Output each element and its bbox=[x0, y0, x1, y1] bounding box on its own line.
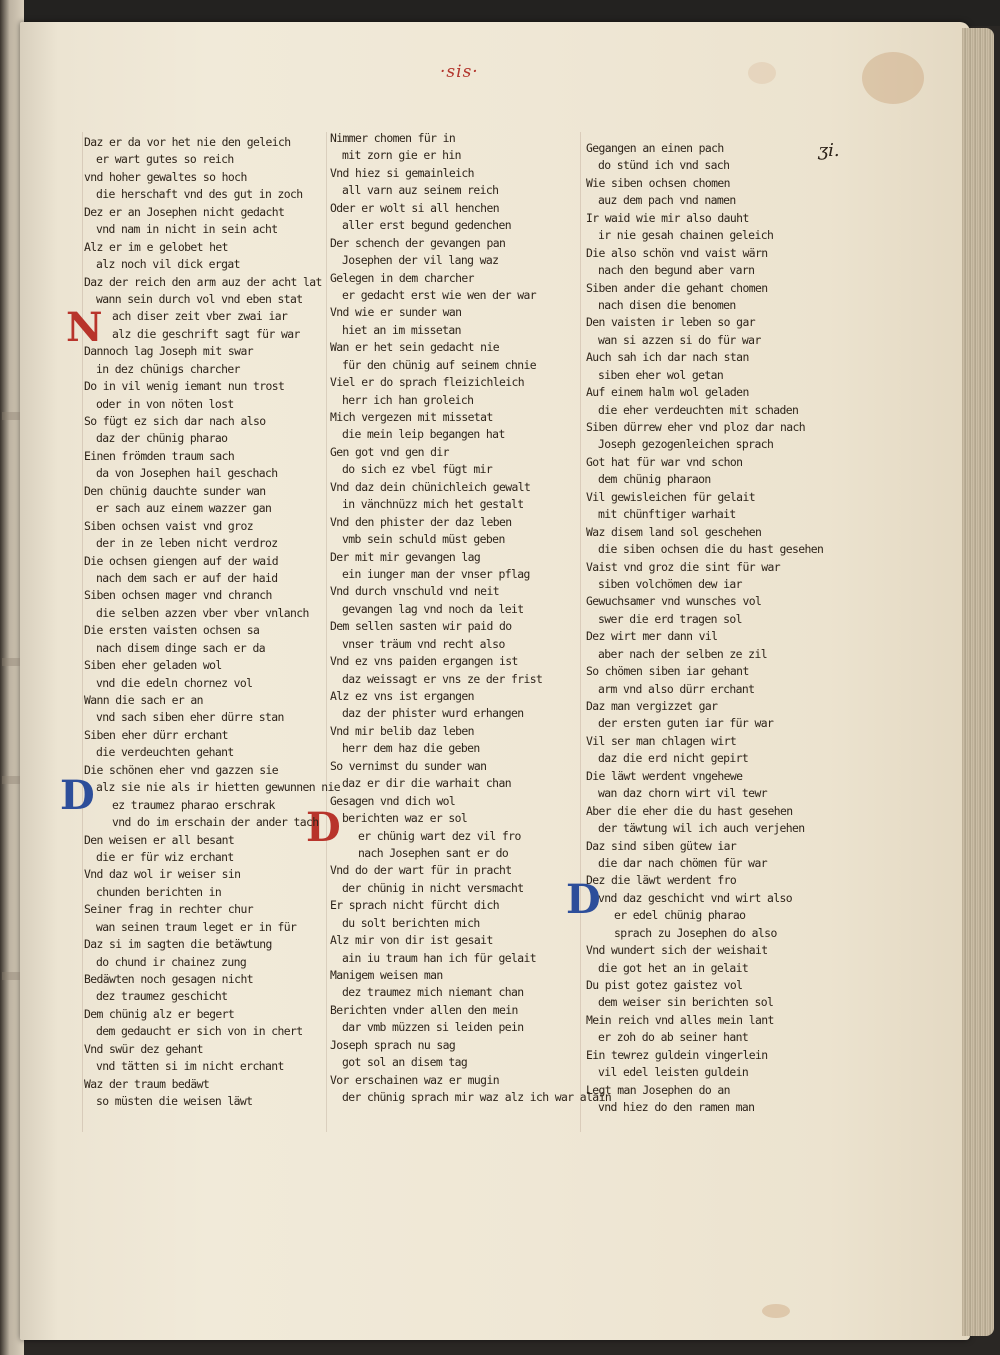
text-line: mit chünftiger warhait bbox=[598, 507, 736, 522]
text-line: der täwtung wil ich auch verjehen bbox=[598, 821, 805, 836]
text-line: Den chünig dauchte sunder wan bbox=[84, 483, 266, 498]
text-line: Siben ochsen mager vnd chranch bbox=[84, 588, 272, 603]
text-line: oder in von nöten lost bbox=[96, 396, 234, 411]
text-line: daz weissagt er vns ze der frist bbox=[342, 671, 543, 686]
text-line: Vnd ez vns paiden ergangen ist bbox=[330, 654, 518, 669]
text-line: Siben eher dürr erchant bbox=[84, 727, 228, 742]
text-line: Vnd do der wart für in pracht bbox=[330, 863, 512, 878]
text-line: aber nach der selben ze zil bbox=[598, 646, 767, 661]
text-line: Ir waid wie mir also dauht bbox=[586, 210, 749, 225]
text-line: nach disem dinge sach er da bbox=[96, 640, 265, 655]
text-line: chunden berichten in bbox=[96, 884, 222, 899]
initial-d-blue: D bbox=[60, 772, 95, 819]
text-line: Seiner frag in rechter chur bbox=[84, 902, 253, 917]
text-line: got sol an disem tag bbox=[342, 1055, 468, 1070]
text-line: Ein tewrez guldein vingerlein bbox=[586, 1047, 768, 1062]
text-line: die mein leip begangen hat bbox=[342, 427, 505, 442]
text-line: Auch sah ich dar nach stan bbox=[586, 350, 749, 365]
text-line: die siben ochsen die du hast gesehen bbox=[598, 542, 824, 557]
text-line: Josephen der vil lang waz bbox=[342, 253, 499, 268]
text-line: Daz der reich den arm auz der acht lat bbox=[84, 274, 322, 289]
text-line: in vänchnüzz mich het gestalt bbox=[342, 497, 524, 512]
text-line: Vnd durch vnschuld vnd neit bbox=[330, 584, 499, 599]
text-line: Dannoch lag Joseph mit swar bbox=[84, 344, 253, 359]
text-line: er wart gutes so reich bbox=[96, 152, 234, 167]
text-line: Wann die sach er an bbox=[84, 693, 203, 707]
text-line: nach Josephen sant er do bbox=[358, 845, 509, 860]
marginal-mark bbox=[2, 972, 20, 980]
text-line: vnd daz geschicht vnd wirt also bbox=[598, 890, 792, 905]
text-line: wan si azzen si do für war bbox=[598, 332, 761, 347]
text-line: Vor erschainen waz er mugin bbox=[330, 1072, 499, 1087]
text-line: dem gedaucht er sich von in chert bbox=[96, 1024, 303, 1039]
text-line: der chünig sprach mir waz alz ich war alain bbox=[342, 1090, 612, 1105]
text-line: arm vnd also dürr erchant bbox=[598, 681, 755, 696]
stain bbox=[862, 52, 924, 104]
text-line: nach den begund aber varn bbox=[598, 263, 755, 278]
initial-n: N bbox=[66, 304, 103, 351]
text-line: do stünd ich vnd sach bbox=[598, 158, 730, 173]
text-line: für den chünig auf seinem chnie bbox=[342, 357, 536, 372]
text-line: Die schönen eher vnd gazzen sie bbox=[84, 762, 278, 777]
text-line: Den weisen er all besant bbox=[84, 832, 235, 847]
text-line: gevangen lag vnd noch da leit bbox=[342, 601, 524, 616]
text-line: da von Josephen hail geschach bbox=[96, 466, 278, 481]
text-line: Gegangen an einen pach bbox=[586, 141, 724, 155]
text-line: Daz si im sagten die betäwtung bbox=[84, 937, 272, 952]
text-line: herr ich han groleich bbox=[342, 392, 474, 407]
text-line: ach diser zeit vber zwai iar bbox=[112, 309, 288, 324]
text-line: Waz der traum bedäwt bbox=[84, 1076, 210, 1091]
text-line: Siben eher geladen wol bbox=[84, 658, 222, 673]
text-line: Gen got vnd gen dir bbox=[330, 444, 449, 459]
text-line: Siben ochsen vaist vnd groz bbox=[84, 518, 253, 533]
text-line: Vaist vnd groz die sint für war bbox=[586, 559, 780, 574]
text-line: in dez chünigs charcher bbox=[96, 361, 240, 376]
text-line: So chömen siben iar gehant bbox=[586, 664, 749, 679]
text-line: Berichten vnder allen den mein bbox=[330, 1002, 518, 1017]
text-line: siben eher wol getan bbox=[598, 367, 724, 382]
text-line: do sich ez vbel fügt mir bbox=[342, 462, 493, 477]
text-line: Vnd swür dez gehant bbox=[84, 1041, 203, 1056]
text-line: vil edel leisten guldein bbox=[598, 1065, 749, 1080]
text-line: Auf einem halm wol geladen bbox=[586, 385, 749, 400]
text-line: dez traumez mich niemant chan bbox=[342, 985, 524, 1000]
text-line: ain iu traum han ich für gelait bbox=[342, 950, 536, 965]
text-line: swer die erd tragen sol bbox=[598, 611, 742, 626]
text-line: die got het an in gelait bbox=[598, 960, 749, 975]
text-line: Alz er im e gelobet het bbox=[84, 239, 228, 254]
text-line: daz der phister wurd erhangen bbox=[342, 706, 524, 721]
text-line: vnd hiez do den ramen man bbox=[598, 1100, 755, 1115]
text-line: Der schench der gevangen pan bbox=[330, 235, 506, 250]
page-edges bbox=[962, 28, 994, 1336]
text-line: Mein reich vnd alles mein lant bbox=[586, 1012, 774, 1027]
text-line: Bedäwten noch gesagen nicht bbox=[84, 972, 253, 986]
text-line: Daz man vergizzet gar bbox=[586, 699, 718, 713]
text-line: Vil gewisleichen für gelait bbox=[586, 489, 755, 504]
text-line: Nimmer chomen für in bbox=[330, 131, 456, 145]
text-line: die dar nach chömen für war bbox=[598, 855, 767, 870]
ruling-line bbox=[82, 132, 83, 1132]
folio-mark: ʒi. bbox=[818, 140, 840, 161]
text-line: die selben azzen vber vber vnlanch bbox=[96, 605, 309, 620]
text-line: er zoh do ab seiner hant bbox=[598, 1030, 749, 1045]
text-line: Die ersten vaisten ochsen sa bbox=[84, 623, 260, 638]
text-line: berichten waz er sol bbox=[342, 811, 468, 826]
text-line: Wan er het sein gedacht nie bbox=[330, 340, 499, 355]
text-line: vnser träum vnd recht also bbox=[342, 636, 505, 651]
text-line: sprach zu Josephen do also bbox=[614, 925, 777, 940]
text-line: Daz er da vor het nie den geleich bbox=[84, 135, 291, 149]
text-line: Dem sellen sasten wir paid do bbox=[330, 619, 512, 634]
text-line: Die ochsen giengen auf der waid bbox=[84, 553, 278, 568]
marginal-mark bbox=[2, 412, 20, 420]
text-line: du solt berichten mich bbox=[342, 915, 480, 930]
text-line: Einen frömden traum sach bbox=[84, 448, 235, 463]
stain bbox=[762, 1304, 790, 1318]
text-line: hiet an im missetan bbox=[342, 322, 461, 337]
text-line: vnd tätten si im nicht erchant bbox=[96, 1059, 284, 1074]
text-line: So fügt ez sich dar nach also bbox=[84, 414, 266, 428]
initial-d-red: D bbox=[306, 804, 341, 851]
text-line: Vnd mir belib daz leben bbox=[330, 723, 474, 738]
text-line: Got hat für war vnd schon bbox=[586, 454, 743, 469]
text-line: dem chünig pharaon bbox=[598, 472, 711, 487]
text-line: Vnd wie er sunder wan bbox=[330, 305, 462, 320]
marginal-mark bbox=[2, 776, 20, 784]
ruling-line bbox=[580, 132, 581, 1132]
text-line: Aber die eher die du hast gesehen bbox=[586, 803, 793, 818]
text-line: daz er dir die warhait chan bbox=[342, 776, 511, 791]
text-column-1 bbox=[84, 134, 341, 1111]
text-line: Wie siben ochsen chomen bbox=[586, 175, 730, 190]
text-line: er chünig wart dez vil fro bbox=[358, 828, 521, 843]
text-line: die verdeuchten gehant bbox=[96, 745, 234, 760]
text-line: alz noch vil dick ergat bbox=[96, 257, 240, 272]
text-line: Manigem weisen man bbox=[330, 968, 443, 982]
text-line: vnd sach siben eher dürre stan bbox=[96, 710, 284, 725]
text-line: alz die geschrift sagt für war bbox=[112, 326, 300, 341]
text-line: daz die erd nicht gepirt bbox=[598, 751, 749, 766]
text-line: Waz disem land sol geschehen bbox=[586, 524, 762, 539]
initial-d-blue: D bbox=[566, 876, 601, 923]
text-line: Dez er an Josephen nicht gedacht bbox=[84, 204, 285, 219]
text-line: er edel chünig pharao bbox=[614, 908, 746, 923]
text-line: Die läwt werdent vngehewe bbox=[586, 768, 743, 783]
text-line: Dez die läwt werdent fro bbox=[586, 873, 737, 888]
text-line: vnd nam in nicht in sein acht bbox=[96, 222, 278, 237]
text-line: Du pist gotez gaistez vol bbox=[586, 978, 743, 992]
text-line: der chünig in nicht versmacht bbox=[342, 880, 524, 895]
text-column-2 bbox=[330, 130, 612, 1107]
text-line: auz dem pach vnd namen bbox=[598, 193, 736, 208]
text-line: all varn auz seinem reich bbox=[342, 183, 499, 198]
text-line: wan seinen traum leget er in für bbox=[96, 919, 297, 934]
text-line: Vnd daz wol ir weiser sin bbox=[84, 867, 241, 882]
text-line: Er sprach nicht fürcht dich bbox=[330, 898, 499, 913]
text-line: Joseph sprach nu sag bbox=[330, 1037, 456, 1052]
text-line: nach disen die benomen bbox=[598, 297, 736, 312]
text-line: vnd die edeln chornez vol bbox=[96, 675, 253, 690]
text-line: Die also schön vnd vaist wärn bbox=[586, 245, 768, 260]
text-line: Gelegen in dem charcher bbox=[330, 270, 474, 285]
text-line: die eher verdeuchten mit schaden bbox=[598, 402, 799, 417]
text-line: vmb sein schuld müst geben bbox=[342, 532, 505, 547]
text-line: vnd do im erschain der ander tach bbox=[112, 815, 319, 830]
text-line: Do in vil wenig iemant nun trost bbox=[84, 379, 285, 394]
text-line: er sach auz einem wazzer gan bbox=[96, 501, 272, 516]
text-line: herr dem haz die geben bbox=[342, 741, 480, 756]
text-line: der ersten guten iar für war bbox=[598, 716, 774, 731]
text-line: Alz mir von dir ist gesait bbox=[330, 933, 493, 948]
text-line: Oder er wolt si all henchen bbox=[330, 200, 499, 215]
text-line: dar vmb müzzen si leiden pein bbox=[342, 1020, 524, 1035]
text-line: wan daz chorn wirt vil tewr bbox=[598, 786, 767, 801]
text-line: Siben dürrew eher vnd ploz dar nach bbox=[586, 420, 806, 434]
text-line: Viel er do sprach fleizichleich bbox=[330, 375, 524, 390]
text-line: daz der chünig pharao bbox=[96, 431, 228, 446]
text-line: Mich vergezen mit missetat bbox=[330, 410, 493, 424]
text-line: die herschaft vnd des gut in zoch bbox=[96, 187, 303, 202]
text-line: dem weiser sin berichten sol bbox=[598, 995, 774, 1010]
text-line: Vil ser man chlagen wirt bbox=[586, 733, 737, 748]
text-line: ein iunger man der vnser pflag bbox=[342, 566, 530, 581]
text-line: Gewuchsamer vnd wunsches vol bbox=[586, 594, 762, 609]
marginal-mark bbox=[2, 658, 20, 666]
text-line: So vernimst du sunder wan bbox=[330, 758, 487, 773]
text-line: Vnd wundert sich der weishait bbox=[586, 943, 768, 958]
text-line: Der mit mir gevangen lag bbox=[330, 549, 481, 564]
text-line: Joseph gezogenleichen sprach bbox=[598, 437, 774, 452]
text-column-3 bbox=[586, 140, 831, 1117]
text-line: ez traumez pharao erschrak bbox=[112, 797, 275, 812]
stain bbox=[748, 62, 776, 84]
text-line: Dez wirt mer dann vil bbox=[586, 629, 718, 644]
text-line: Siben ander die gehant chomen bbox=[586, 280, 768, 295]
text-line: Legt man Josephen do an bbox=[586, 1082, 730, 1097]
text-line: so müsten die weisen läwt bbox=[96, 1094, 253, 1109]
text-line: Vnd den phister der daz leben bbox=[330, 514, 512, 529]
text-line: Den vaisten ir leben so gar bbox=[586, 315, 755, 330]
text-line: wann sein durch vol vnd eben stat bbox=[96, 291, 303, 306]
text-line: der in ze leben nicht verdroz bbox=[96, 536, 278, 551]
text-line: nach dem sach er auf der haid bbox=[96, 570, 278, 585]
text-line: siben volchömen dew iar bbox=[598, 576, 742, 591]
text-line: Dem chünig alz er begert bbox=[84, 1006, 235, 1021]
text-line: ir nie gesah chainen geleich bbox=[598, 228, 774, 243]
text-line: Alz ez vns ist ergangen bbox=[330, 689, 474, 703]
text-line: Vnd daz dein chünichleich gewalt bbox=[330, 479, 531, 494]
text-line: er gedacht erst wie wen der war bbox=[342, 287, 536, 302]
text-line: dez traumez geschicht bbox=[96, 989, 228, 1004]
text-line: Gesagen vnd dich wol bbox=[330, 793, 456, 808]
text-line: mit zorn gie er hin bbox=[342, 148, 461, 163]
text-line: Vnd hiez si gemainleich bbox=[330, 165, 474, 180]
text-line: die er für wiz erchant bbox=[96, 849, 234, 864]
text-line: Daz sind siben gütew iar bbox=[586, 838, 737, 853]
text-line: aller erst begund gedenchen bbox=[342, 218, 511, 233]
folio-number: ·sis· bbox=[440, 62, 479, 82]
text-line: alz sie nie als ir hietten gewunnen nie bbox=[96, 780, 341, 795]
text-line: vnd hoher gewaltes so hoch bbox=[84, 169, 247, 184]
text-line: do chund ir chainez zung bbox=[96, 954, 247, 969]
